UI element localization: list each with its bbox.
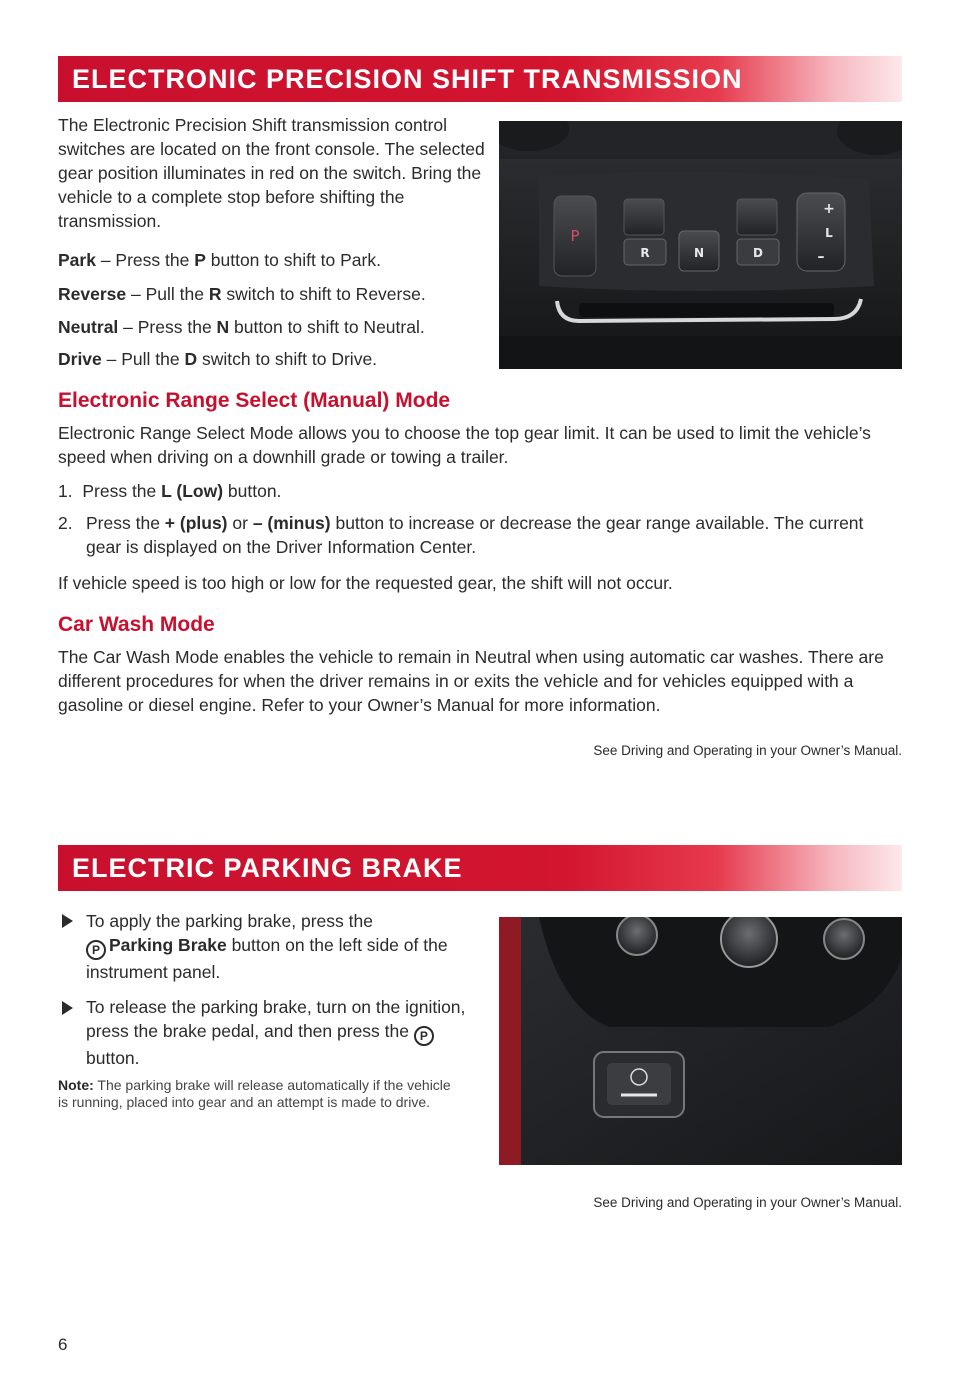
range-step-1: 1. Press the L (Low) button.: [58, 481, 282, 501]
range-step-2: 2. Press the + (plus) or – (minus) button to increase or decrease the gear range available. The current gear is displayed on the Driver Information Center.: [58, 513, 864, 557]
intro-paragraph: The Electronic Precision Shift transmission control switches are located on the front console. The selected gear position illuminates in red on the switch. Bring the vehicle to a complete stop before shifting the transmission.: [58, 115, 485, 231]
parking-brake-photo: [499, 917, 902, 1165]
neutral-label: Neutral: [58, 317, 119, 337]
car-wash-heading: Car Wash Mode: [58, 613, 215, 636]
section-banner-parking-brake: [58, 845, 902, 891]
photo-minus-label: –: [817, 249, 825, 265]
bullet-arrow-icon: [62, 1001, 73, 1015]
reverse-label: Reverse: [58, 284, 127, 304]
reverse-line: Reverse – Pull the R switch to shift to Reverse.: [58, 284, 426, 304]
parking-brake-reference: See Driving and Operating in your Owner’s Manual.: [593, 1195, 902, 1210]
section-title: ELECTRIC PARKING BRAKE: [72, 852, 463, 883]
drive-line: Drive – Pull the D switch to shift to Drive.: [58, 349, 378, 369]
parking-brake-apply: To apply the parking brake, press the P Parking Brake button on the left side of the instrument panel.: [86, 911, 448, 982]
photo-n-label: N: [693, 246, 705, 260]
park-line: Park – Press the P button to shift to Park.: [58, 250, 381, 270]
park-label: Park: [58, 250, 96, 270]
photo-r-label: R: [640, 246, 650, 260]
section-title: ELECTRONIC PRECISION SHIFT TRANSMISSION: [72, 63, 743, 94]
page-number: 6: [58, 1335, 68, 1354]
parking-brake-icon: P: [414, 1026, 434, 1046]
parking-brake-release: To release the parking brake, turn on the ignition, press the brake pedal, and then press the P button.: [86, 997, 466, 1068]
range-select-body: Electronic Range Select Mode allows you to choose the top gear limit. It can be used to limit the vehicle’s speed when driving on a downhill grade or towing a trailer.: [58, 423, 871, 467]
car-wash-body: The Car Wash Mode enables the vehicle to remain in Neutral when using automatic car washes. There are different procedures for when the driver remains in or exits the vehicle and for vehicles equipped with a gasoline or diesel engine. Refer to your Owner’s Manual for more information.: [58, 647, 884, 715]
photo-plus-label: +: [823, 201, 835, 217]
parking-brake-note: Note: The parking brake will release automatically if the vehicle is running, placed into gear and an attempt is made to drive.: [58, 1077, 451, 1110]
bullet-arrow-icon: [62, 914, 73, 928]
neutral-line: Neutral – Press the N button to shift to Neutral.: [58, 317, 425, 337]
photo-d-label: D: [753, 246, 763, 260]
shifter-illustration: [499, 121, 902, 369]
parking-brake-icon: P: [86, 940, 106, 960]
photo-p-label: P: [570, 227, 580, 245]
range-note: If vehicle speed is too high or low for the requested gear, the shift will not occur.: [58, 573, 673, 593]
drive-label: Drive: [58, 349, 102, 369]
photo-l-label: L: [825, 226, 833, 240]
range-select-heading: Electronic Range Select (Manual) Mode: [58, 389, 451, 412]
section-banner-transmission: [58, 56, 902, 102]
car-wash-reference: See Driving and Operating in your Owner’s Manual.: [593, 743, 902, 758]
shifter-photo: [499, 121, 902, 369]
